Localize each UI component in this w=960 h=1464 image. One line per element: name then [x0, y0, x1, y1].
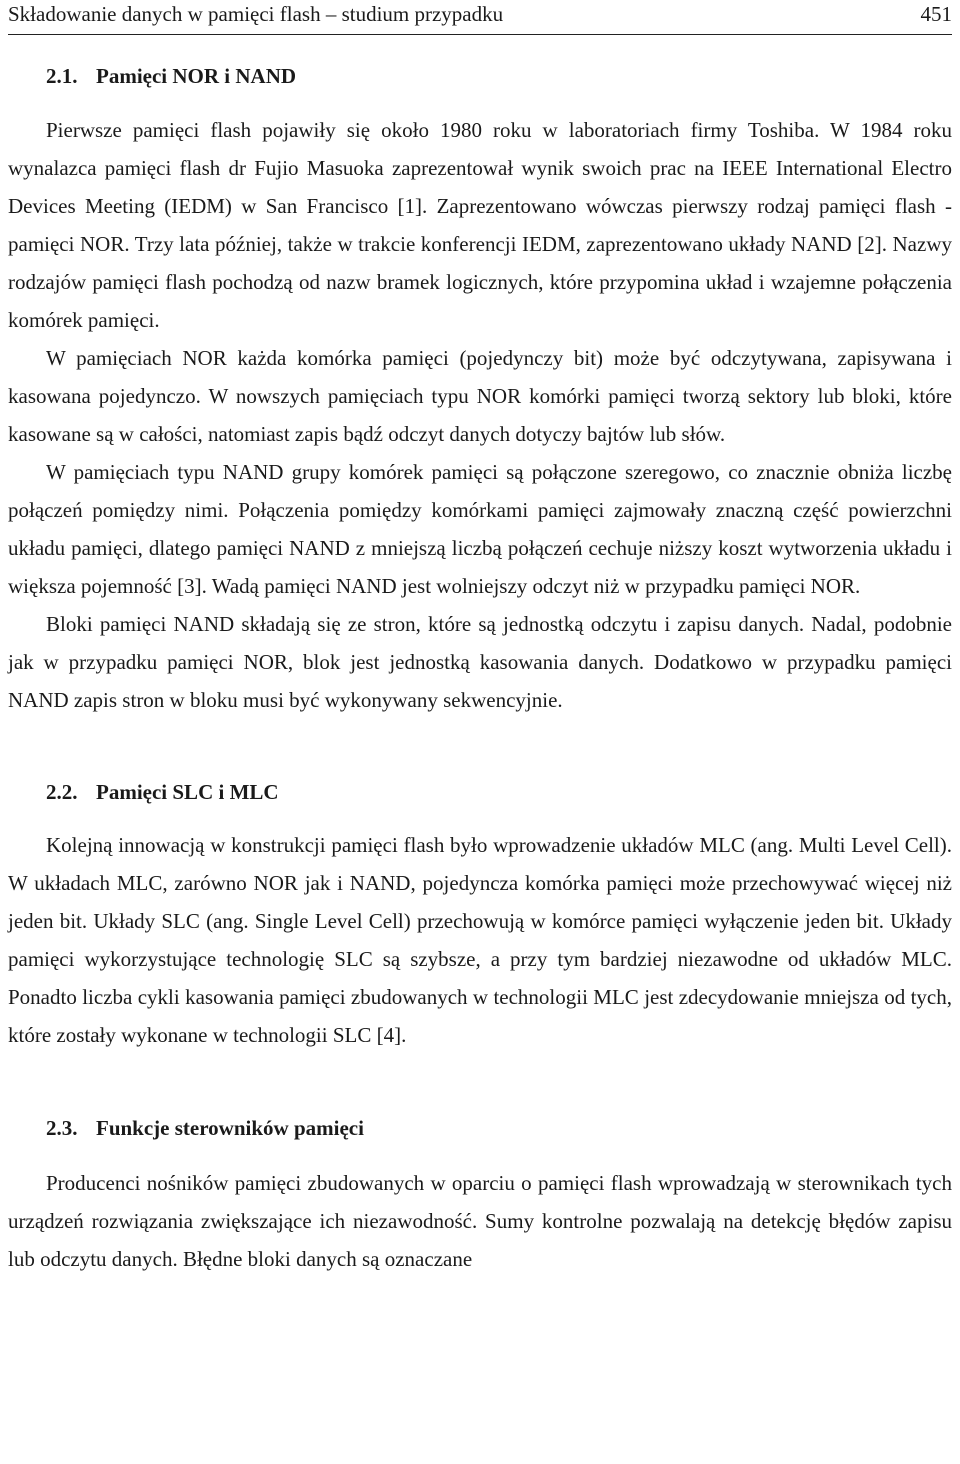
section-heading-controller-functions: [8, 1109, 952, 1147]
paragraph: Kolejną innowacją w konstrukcji pamięci flash było wprowadzenie układów MLC (ang. Multi Level Cell). W układach MLC, zarówno NOR jak i NAND, pojedyncza komórka pamięci może przechowywać więcej niż jeden bit. Układy SLC (ang. Single Level Cell) przechowują w komórce pamięci wyłączenie jeden bit. Układy pamięci wykorzystujące technologię SLC są szybsze, a przy tym bardziej niezawodne od układów MLC. Ponadto liczba cykli kasowania pamięci zbudowanych w technologii MLC jest zdecydowanie mniejsza od tych, które zostały wykonane w technologii SLC [4].: [8, 833, 952, 1047]
section-number: 2.3.: [46, 1116, 78, 1140]
running-header: [8, 0, 952, 35]
section-heading-slc-mlc: [8, 773, 952, 811]
document-page: [8, 0, 952, 1278]
header-title: Składowanie danych w pamięci flash – studium przypadku: [8, 2, 504, 26]
section-number: 2.2.: [46, 780, 78, 804]
section-number: 2.1.: [46, 64, 78, 88]
page-number: 451: [920, 2, 952, 26]
paragraph: Bloki pamięci NAND składają się ze stron, które są jednostką odczytu i zapisu danych. Nadal, podobnie jak w przypadku pamięci NOR, blok jest jednostką kasowania danych. Dodatkowo w przypadku pamięci NAND zapis stron w bloku musi być wykonywany sekwencyjnie.: [8, 612, 952, 712]
paragraph: Pierwsze pamięci flash pojawiły się około 1980 roku w laboratoriach firmy Toshiba. W 1984 roku wynalazca pamięci flash dr Fujio Masuoka zaprezentował wynik swoich prac na IEEE International Electro Devices Meeting (IEDM) w San Francisco [1]. Zaprezentowano wówczas pierwszy rodzaj pamięci flash - pamięci NOR. Trzy lata później, także w trakcie konferencji IEDM, zaprezentowano układy NAND [2]. Nazwy rodzajów pamięci flash pochodzą od nazw bramek logicznych, które przypomina układ i wzajemne połączenia komórek pamięci.: [8, 118, 952, 332]
section-title: Pamięci NOR i NAND: [96, 64, 297, 88]
paragraph: W pamięciach NOR każda komórka pamięci (pojedynczy bit) może być odczytywana, zapisywana i kasowana pojedynczo. W nowszych pamięciach typu NOR komórki pamięci tworzą sektory lub bloki, które kasowane są w całości, natomiast zapis bądź odczyt danych dotyczy bajtów lub słów.: [8, 346, 952, 446]
section-title: Funkcje sterowników pamięci: [96, 1116, 364, 1140]
paragraph: Producenci nośników pamięci zbudowanych w oparciu o pamięci flash wprowadzają w sterownikach tych urządzeń rozwiązania zwiększające ich niezawodność. Sumy kontrolne pozwalają na detekcję błędów zapisu lub odczytu danych. Błędne bloki danych są oznaczane: [8, 1171, 952, 1271]
section-title: Pamięci SLC i MLC: [96, 780, 279, 804]
section-heading-nor-nand: [8, 57, 952, 95]
paragraph: W pamięciach typu NAND grupy komórek pamięci są połączone szeregowo, co znacznie obniża liczbę połączeń pomiędzy nimi. Połączenia pomiędzy komórkami pamięci zajmowały znaczną część powierzchni układu pamięci, dlatego pamięci NAND z mniejszą liczbą połączeń cechuje niższy koszt wytworzenia układu i większa pojemność [3]. Wadą pamięci NAND jest wolniejszy odczyt niż w przypadku pamięci NOR.: [8, 460, 952, 598]
